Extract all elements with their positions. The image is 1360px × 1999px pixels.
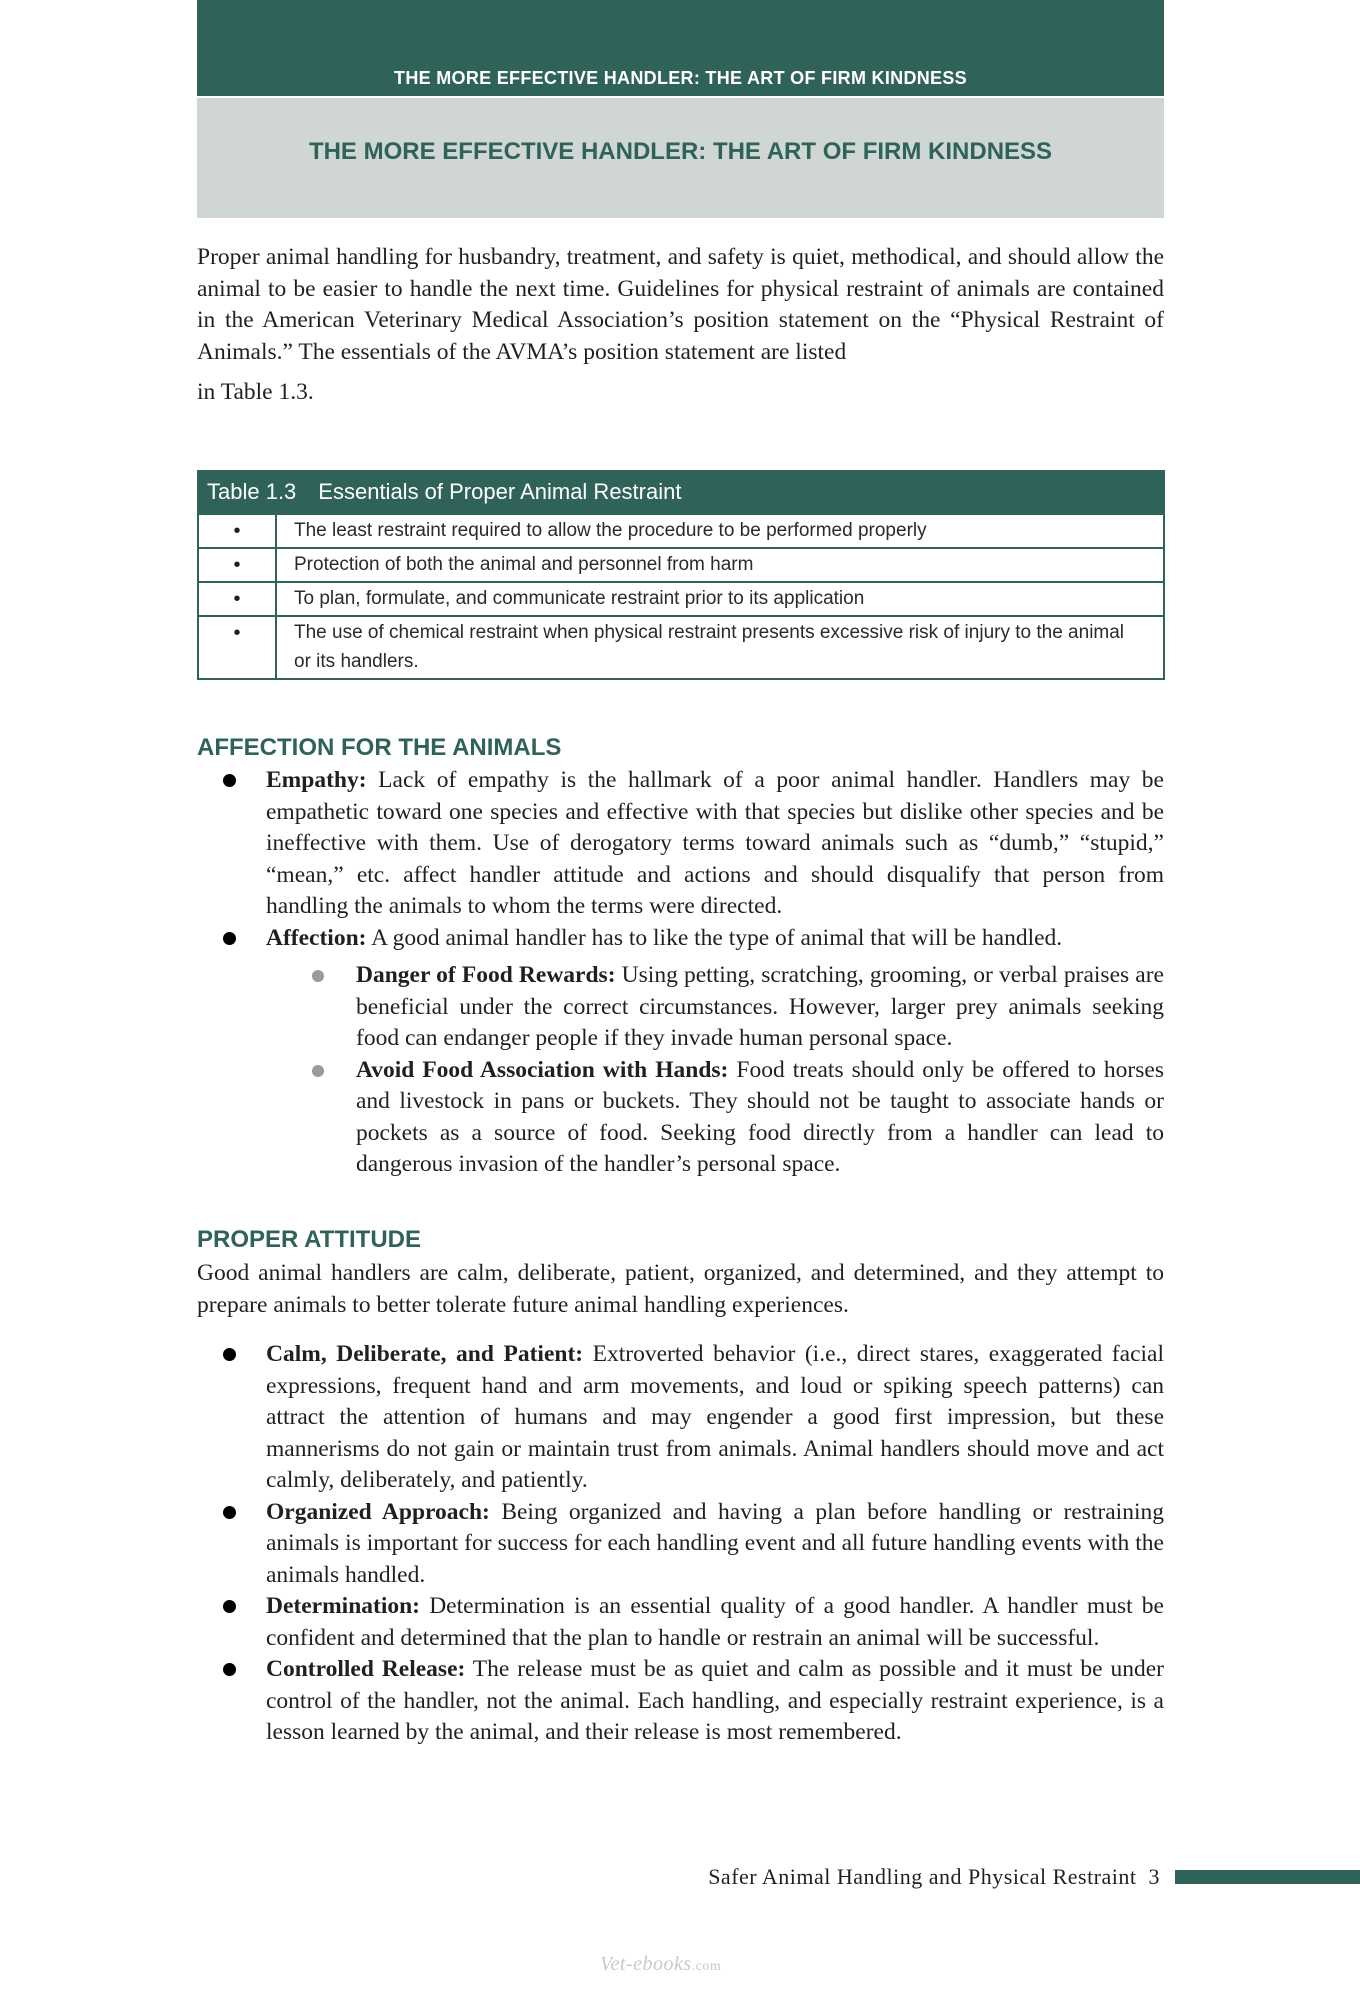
table-cell: The use of chemical restraint when physical restraint presents excessive risk of injury to the animal or its handlers. xyxy=(294,622,1125,672)
table-cell: The least restraint required to allow the procedure to be performed properly xyxy=(294,520,927,541)
table-caption xyxy=(197,470,1165,513)
item-term: Calm, Deliberate, and Patient: xyxy=(266,1341,584,1367)
affection-heading: AFFECTION FOR THE ANIMALS xyxy=(197,734,562,761)
item-term: Danger of Food Rewards: xyxy=(356,962,616,988)
page-number: 3 xyxy=(1148,1864,1160,1889)
table-bullet: • xyxy=(199,515,277,547)
list-item xyxy=(197,765,1164,923)
table-cell: Protection of both the animal and personnel from harm xyxy=(294,554,754,575)
intro-text: Proper animal handling for husbandry, treatment, and safety is quiet, methodical, and should allow the animal to be easier to handle the next time. Guidelines for physical restraint of animals are contained in the American Veterinary Medical Association’s position statement on the “Physical Restraint of Animals.” The essentials of the AVMA’s position statement are listed xyxy=(197,244,1164,365)
sub-bullet-icon xyxy=(312,970,324,982)
bullet-icon xyxy=(223,774,236,787)
attitude-intro: Good animal handlers are calm, deliberate, patient, organized, and determined, and they attempt to prepare animals to better tolerate future animal handling experiences. xyxy=(197,1260,1164,1318)
item-term: Avoid Food Association with Hands: xyxy=(356,1056,729,1083)
item-text: Determination is an essential quality of a good handler. A handler must be confident and determined that the plan to handle or restrain an animal will be successful. xyxy=(266,1593,1164,1651)
list-item xyxy=(197,923,1164,1181)
item-text: Being organized and having a plan before handling or restraining animals is important for success for each handling event and all future handling events with the animals handled. xyxy=(266,1498,1164,1588)
item-text: Lack of empathy is the hallmark of a poor animal handler. Handlers may be empathetic toward one species and effective with that species but dislike other species and be ineffective with them. Use of derogatory terms toward animals such as “dumb,” “stupid,” “mean,” etc. affect handler attitude and actions and should disqualify that person from handling the animals to whom the terms were directed. xyxy=(266,767,1164,919)
item-text: A good animal handler has to like the type of animal that will be handled. xyxy=(366,924,1063,951)
item-term: Organized Approach: xyxy=(266,1498,490,1525)
item-term: Controlled Release: xyxy=(266,1656,466,1682)
bullet-icon xyxy=(223,1663,236,1676)
sub-list-item xyxy=(266,960,1164,1055)
watermark-name: Vet-ebooks xyxy=(600,1953,692,1975)
table-bullet: • xyxy=(199,549,277,581)
table-cell: To plan, formulate, and communicate restraint prior to its application xyxy=(294,588,865,609)
footer-bar xyxy=(1175,1870,1360,1884)
section-title: THE MORE EFFECTIVE HANDLER: THE ART OF FIRM KINDNESS xyxy=(308,138,1053,165)
intro-paragraph xyxy=(197,242,1164,409)
item-term: Affection: xyxy=(266,924,367,951)
table-bullet: • xyxy=(199,617,277,678)
list-item xyxy=(197,1654,1164,1749)
affection-list xyxy=(197,765,1164,1181)
book-title: Safer Animal Handling and Physical Restraint xyxy=(708,1864,1137,1889)
table-row xyxy=(199,615,1163,678)
table-bullet: • xyxy=(199,583,277,615)
item-text: Using petting, scratching, grooming, or verbal praises are beneficial under the correct circumstances. However, larger prey animals seeking food can endanger people if they invade human personal space. xyxy=(356,962,1164,1051)
intro-last-line: in Table 1.3. xyxy=(197,379,314,405)
attitude-list xyxy=(197,1339,1164,1749)
watermark-suffix: .com xyxy=(691,1959,722,1974)
restraint-table xyxy=(197,470,1165,680)
bullet-icon xyxy=(223,932,236,945)
table-title: Essentials of Proper Animal Restraint xyxy=(318,479,682,504)
bullet-icon xyxy=(223,1600,236,1613)
table-row xyxy=(199,547,1163,581)
item-text: The release must be as quiet and calm as possible and it must be under control of the handler, not the animal. Each handling, and especially restraint experience, is a lesson learned by the animal, and their release is most remembered. xyxy=(266,1656,1164,1745)
table-number: Table 1.3 xyxy=(207,479,297,504)
sub-list-item xyxy=(266,1055,1164,1181)
sub-bullet-icon xyxy=(312,1065,324,1077)
attitude-heading: PROPER ATTITUDE xyxy=(197,1226,422,1253)
item-text: Extroverted behavior (i.e., direct stares, exaggerated facial expressions, frequent hand and arm movements, and loud or spiking speech patterns) can attract the attention of humans and may engender a good first impression, but these mannerisms do not gain or maintain trust from animals. Animal handlers should move and act calmly, deliberately, and patiently. xyxy=(266,1341,1164,1493)
bullet-icon xyxy=(223,1506,236,1519)
bullet-icon xyxy=(223,1348,236,1361)
running-head: THE MORE EFFECTIVE HANDLER: THE ART OF FIRM KINDNESS xyxy=(197,0,1164,96)
item-term: Empathy: xyxy=(266,767,367,793)
item-text: Food treats should only be offered to horses and livestock in pans or buckets. They should not be taught to associate hands or pockets as a source of food. Seeking food directly from a handler can lead to dangerous invasion of the handler’s personal space. xyxy=(356,1056,1164,1177)
page-footer xyxy=(708,1863,1160,1891)
list-item xyxy=(197,1497,1164,1592)
item-term: Determination: xyxy=(266,1593,421,1619)
list-item xyxy=(197,1591,1164,1654)
list-item xyxy=(197,1339,1164,1497)
table-row xyxy=(199,581,1163,615)
watermark-logo xyxy=(600,1953,721,1976)
affection-sublist xyxy=(266,960,1164,1181)
section-title-band xyxy=(197,98,1164,218)
table-row xyxy=(199,513,1163,547)
